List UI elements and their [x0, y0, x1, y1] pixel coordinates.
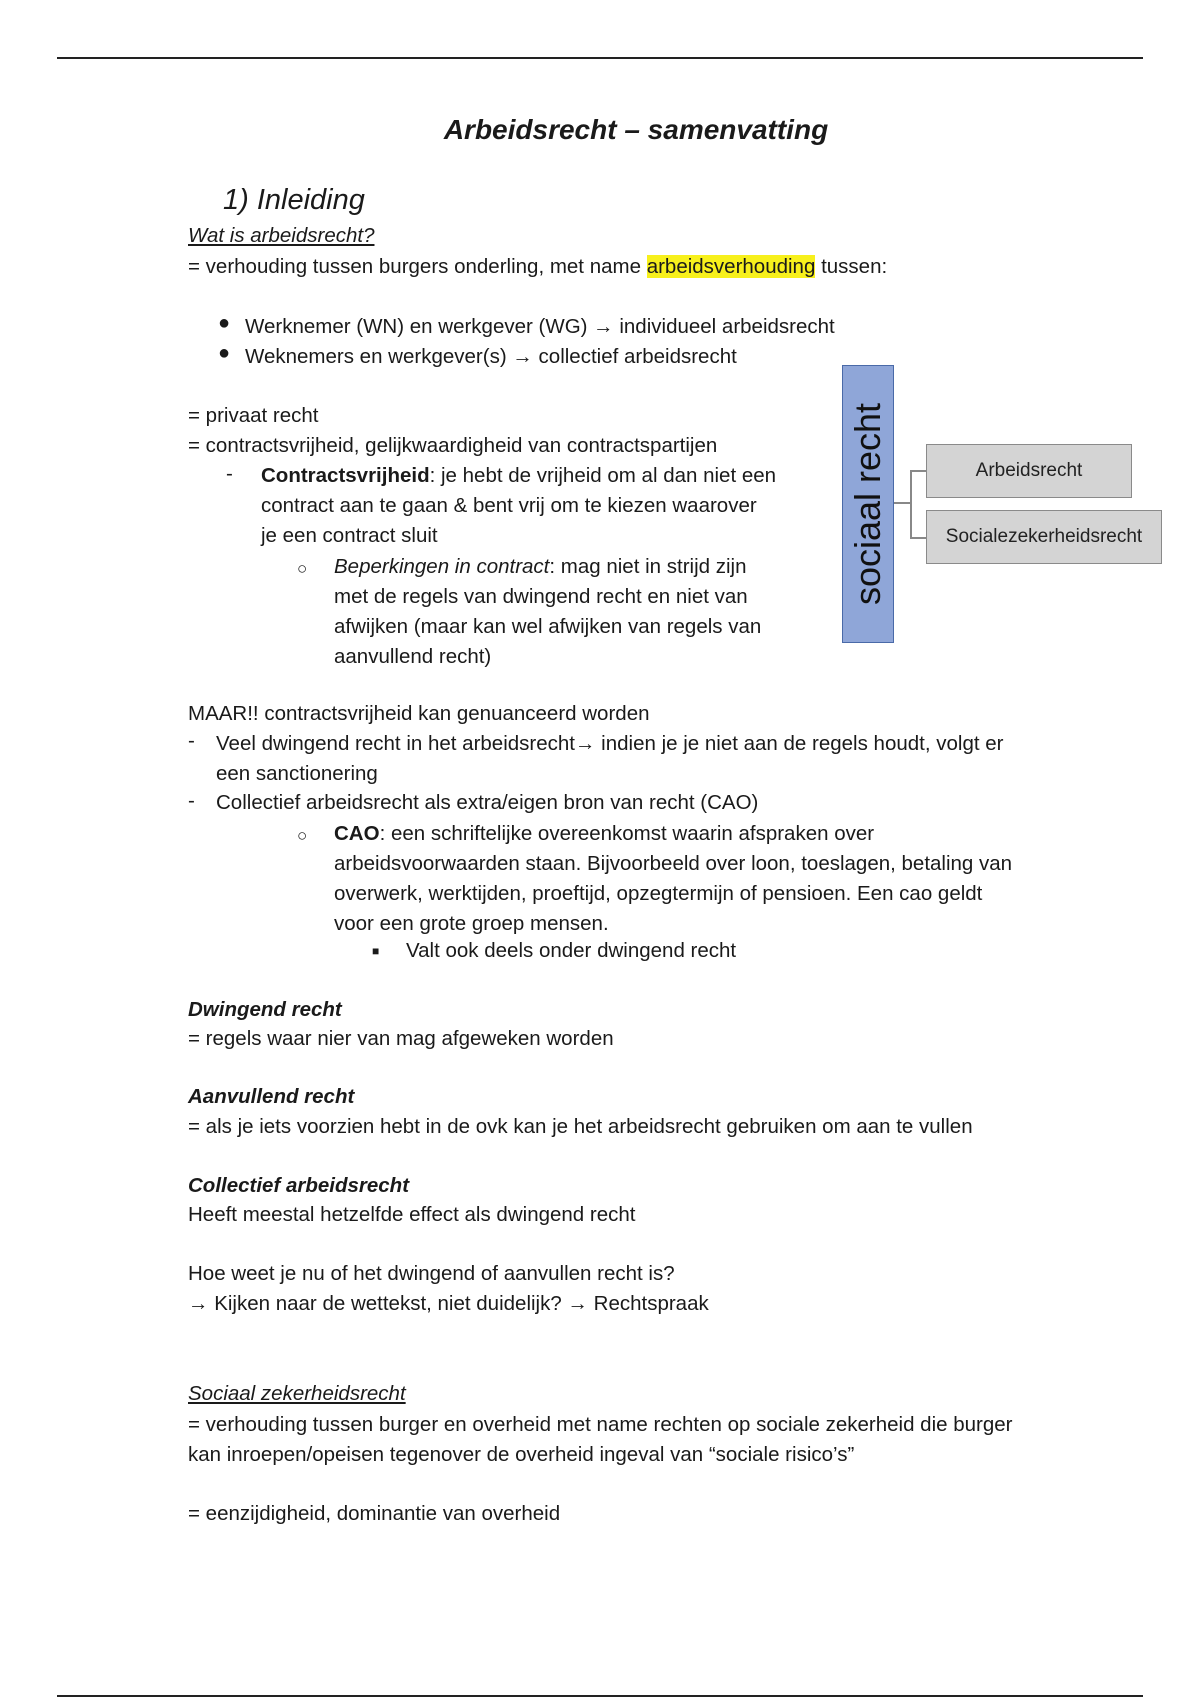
- collectief-text: Heeft meestal hetzelfde effect als dwingend recht: [188, 1203, 636, 1226]
- definition-line: = verhouding tussen burgers onderling, met name arbeidsverhouding tussen:: [188, 255, 888, 278]
- highlight: arbeidsverhouding: [646, 255, 816, 278]
- diagram-root-label: sociaal recht: [847, 402, 888, 606]
- connector: [910, 470, 926, 472]
- section-heading: 1) Inleiding: [223, 184, 365, 216]
- cao-block: CAO: een schriftelijke overeenkomst waarin afspraken over arbeidsvoorwaarden staan. Bijvoorbeeld over loon, toeslagen, betaling van overwerk, werktijden, proeftijd, opzegtermijn of pensioen. Een cao geldt voor een grote groep mensen.: [334, 822, 1013, 935]
- connector: [910, 470, 912, 538]
- bullet-icon: ●: [218, 342, 231, 364]
- privaat-line: = privaat recht: [188, 404, 319, 427]
- top-rule: [57, 57, 1143, 59]
- circle-bullet-icon: ○: [297, 826, 308, 845]
- aanvullend-heading: Aanvullend recht: [188, 1085, 355, 1108]
- question-line: Hoe weet je nu of het dwingend of aanvullen recht is?: [188, 1262, 675, 1285]
- maar-item-1: Veel dwingend recht in het arbeidsrecht→ indien je je niet aan de regels houdt, volgt er een sanctionering: [216, 732, 1004, 785]
- dwingend-heading: Dwingend recht: [188, 998, 342, 1021]
- sociaal-zekerheid-heading: Sociaal zekerheidsrecht: [188, 1382, 406, 1405]
- question-heading: Wat is arbeidsrecht?: [188, 224, 375, 247]
- square-bullet-icon: ■: [372, 944, 380, 958]
- sociaal-zekerheid-text: = verhouding tussen burger en overheid met name rechten op sociale zekerheid die burger kan inroepen/opeisen tegenover de overheid ingeval van “sociale risico’s”: [188, 1413, 1013, 1466]
- cao-sub-item: Valt ook deels onder dwingend recht: [406, 939, 737, 962]
- document-title: Arbeidsrecht – samenvatting: [443, 114, 829, 145]
- bullet-icon: ●: [218, 312, 231, 334]
- dash-icon: -: [188, 729, 195, 752]
- dwingend-text: = regels waar nier van mag afgeweken worden: [188, 1027, 614, 1050]
- connector: [910, 537, 926, 539]
- connector: [894, 502, 910, 504]
- circle-bullet-icon: ○: [297, 559, 308, 578]
- list-item: Werknemer (WN) en werkgever (WG) → individueel arbeidsrecht: [245, 315, 835, 338]
- maar-item-2: Collectief arbeidsrecht als extra/eigen bron van recht (CAO): [216, 791, 759, 814]
- diagram-child-socialezekerheidsrecht: Socialezekerheidsrecht: [926, 510, 1162, 564]
- answer-line: → Kijken naar de wettekst, niet duidelijk? → Rechtspraak: [188, 1292, 709, 1315]
- contract-line: = contractsvrijheid, gelijkwaardigheid van contractspartijen: [188, 434, 718, 457]
- collectief-heading: Collectief arbeidsrecht: [188, 1174, 410, 1197]
- dash-icon: -: [226, 462, 233, 485]
- list-item: Weknemers en werkgever(s) → collectief arbeidsrecht: [245, 345, 737, 368]
- diagram-child-arbeidsrecht: Arbeidsrecht: [926, 444, 1132, 498]
- aanvullend-text: = als je iets voorzien hebt in de ovk kan je het arbeidsrecht gebruiken om aan te vullen: [188, 1115, 973, 1138]
- maar-line: MAAR!! contractsvrijheid kan genuanceerd worden: [188, 702, 650, 725]
- eenzijdig-line: = eenzijdigheid, dominantie van overheid: [188, 1502, 561, 1525]
- dash-icon: -: [188, 789, 195, 812]
- beperkingen-block: Beperkingen in contract: mag niet in strijd zijn met de regels van dwingend recht en niet van afwijken (maar kan wel afwijken van regels van aanvullend recht): [334, 555, 762, 668]
- contractsvrijheid-block: Contractsvrijheid: je hebt de vrijheid om al dan niet een contract aan te gaan & bent vrij om te kiezen waarover je een contract sluit: [261, 464, 777, 547]
- bottom-rule: [57, 1695, 1143, 1697]
